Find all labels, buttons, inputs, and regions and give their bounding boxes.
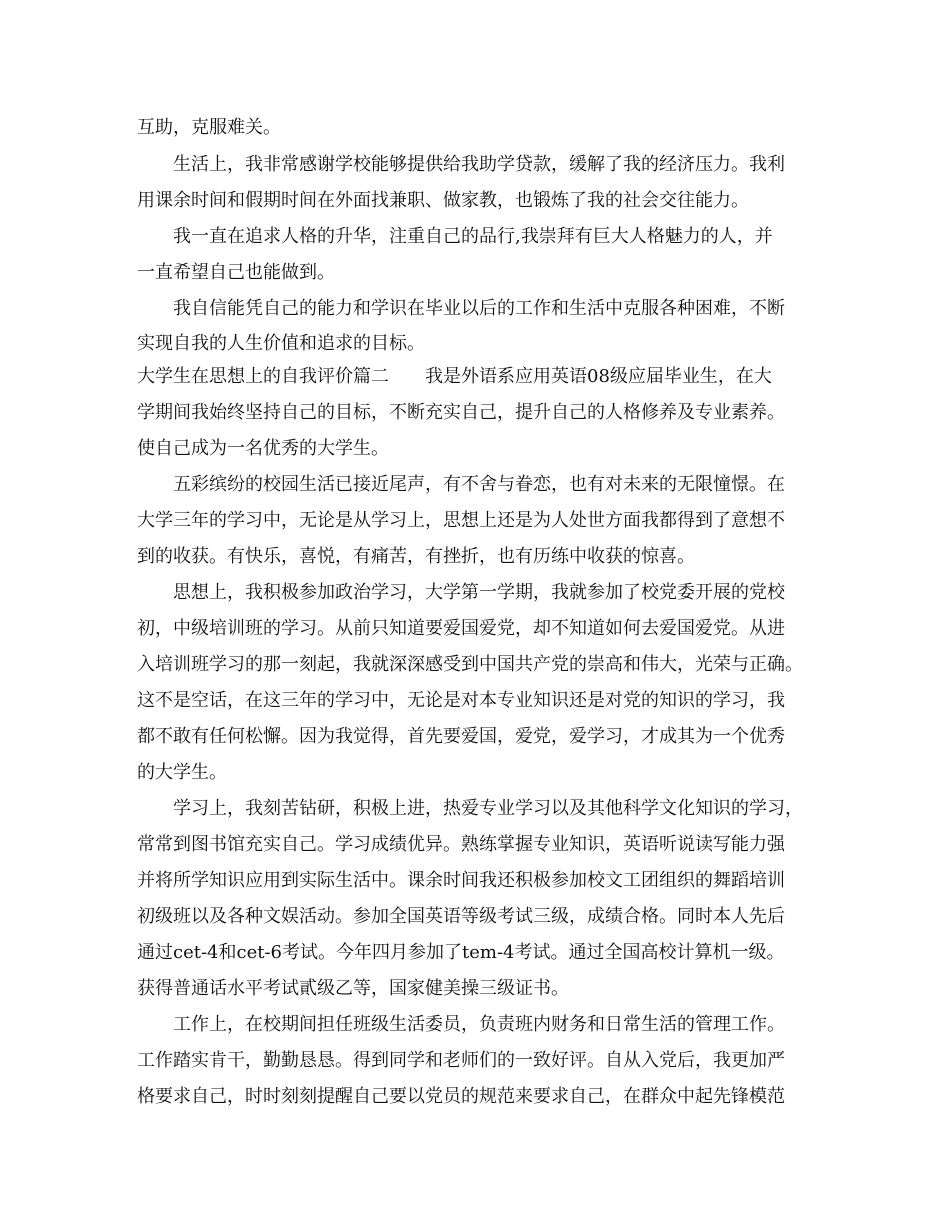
text-line: 格要求自己，时时刻刻提醒自己要以党员的规范来要求自己，在群众中起先锋模范 [137, 1086, 785, 1107]
text-line: 互助，克服难关。 [137, 117, 281, 138]
text-line: 实现自我的人生价值和追求的目标。 [137, 333, 425, 354]
text-line: 五彩缤纷的校园生活已接近尾声，有不舍与眷恋，也有对未来的无限憧憬。在 [173, 474, 785, 495]
text-line: 常常到图书馆充实自己。学习成绩优异。熟练掌握专业知识，英语听说读写能力强 [137, 834, 785, 855]
text-line: 初，中级培训班的学习。从前只知道要爱国爱党，却不知道如何去爱国爱党。从进 [137, 618, 785, 639]
text-line: 到的收获。有快乐，喜悦，有痛苦，有挫折，也有历练中收获的惊喜。 [137, 546, 695, 567]
text-line: 工作踏实肯干，勤勤恳恳。得到同学和老师们的一致好评。自从入党后，我更加严 [137, 1050, 785, 1071]
text-line: 一直希望自己也能做到。 [137, 262, 335, 283]
text-line: 学习上，我刻苦钻研，积极上进，热爱专业学习以及其他科学文化知识的学习， [173, 798, 803, 819]
text-line: 初级班以及各种文娱活动。参加全国英语等级考试三级，成绩合格。同时本人先后 [137, 906, 785, 927]
text-line: 学期间我始终坚持自己的目标，不断充实自己，提升自己的人格修养及专业素养。 [137, 402, 785, 423]
text-line: 都不敢有任何松懈。因为我觉得，首先要爱国，爱党，爱学习，才成其为一个优秀 [137, 726, 785, 747]
text-line: 工作上，在校期间担任班级生活委员，负责班内财务和日常生活的管理工作。 [173, 1014, 785, 1035]
text-line: 我一直在追求人格的升华，注重自己的品行,我崇拜有巨大人格魅力的人，并 [173, 226, 773, 247]
text-line: 大学三年的学习中，无论是从学习上，思想上还是为人处世方面我都得到了意想不 [137, 510, 785, 531]
section-heading-line: 大学生在思想上的自我评价篇二 我是外语系应用英语08级应届毕业生，在大 [137, 366, 772, 387]
text-line: 生活上，我非常感谢学校能够提供给我助学贷款，缓解了我的经济压力。我利 [173, 154, 785, 175]
text-line: 的大学生。 [137, 762, 227, 783]
text-line: 获得普通话水平考试貳级乙等，国家健美操三级证书。 [137, 978, 569, 999]
text-line: 用课余时间和假期时间在外面找兼职、做家教，也锻炼了我的社会交往能力。 [137, 190, 749, 211]
text-line: 这不是空话，在这三年的学习中，无论是对本专业知识还是对党的知识的学习，我 [137, 690, 785, 711]
text-line: 入培训班学习的那一刻起，我就深深感受到中国共产党的崇高和伟大，光荣与正确。 [137, 654, 803, 675]
text-line: 我自信能凭自己的能力和学识在毕业以后的工作和生活中克服各种困难，不断 [173, 298, 785, 319]
text-line: 使自己成为一名优秀的大学生。 [137, 438, 389, 459]
text-line: 通过cet-4和cet-6考试。今年四月参加了tem-4考试。通过全国高校计算机一级。 [137, 942, 785, 963]
text-line: 思想上，我积极参加政治学习，大学第一学期，我就参加了校党委开展的党校 [173, 582, 785, 603]
text-line: 并将所学知识应用到实际生活中。课余时间我还积极参加校文工团组织的舞蹈培训 [137, 870, 785, 891]
